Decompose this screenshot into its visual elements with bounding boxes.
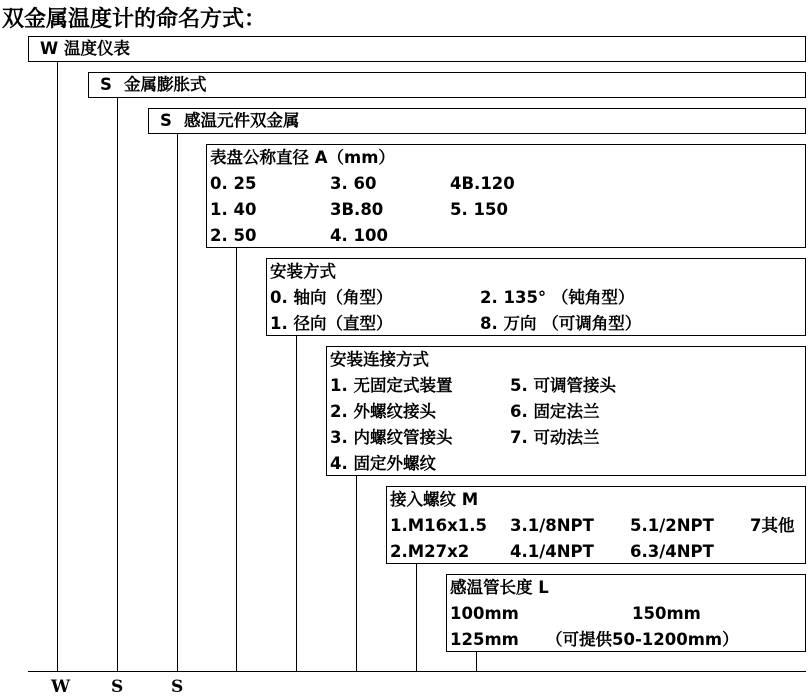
mount-heading: 安装方式	[270, 262, 336, 281]
dial-option: 0. 25	[210, 174, 257, 193]
connector-line-5	[296, 336, 297, 672]
connector-line-6	[356, 476, 357, 672]
connection-heading: 安装连接方式	[330, 350, 429, 369]
level1-box	[28, 36, 806, 62]
length-option: （可提供50-1200mm）	[546, 630, 739, 649]
mount-option: 1. 径向（直型）	[270, 314, 393, 333]
thread-option: 1.M16x1.5	[390, 516, 488, 535]
length-option: 125mm	[450, 630, 519, 649]
dial-option: 3B.80	[330, 200, 384, 219]
dial-option: 3. 60	[330, 174, 377, 193]
mount-option: 0. 轴向（角型）	[270, 288, 393, 307]
thread-option: 5.1/2NPT	[630, 516, 714, 535]
mount-option: 2. 135° （钝角型）	[480, 288, 635, 307]
connector-line-7	[416, 564, 417, 672]
connector-line-4	[236, 248, 237, 672]
level2-code: S	[100, 75, 112, 94]
connection-option: 6. 固定法兰	[510, 402, 600, 421]
level3-code: S	[160, 111, 172, 130]
thread-option: 4.1/4NPT	[510, 542, 594, 561]
level3-label: 感温元件双金属	[184, 111, 300, 130]
dial-option: 4B.120	[450, 174, 515, 193]
dial-option: 5. 150	[450, 200, 508, 219]
page-title: 双金属温度计的命名方式：	[2, 6, 267, 32]
dial-option: 1. 40	[210, 200, 257, 219]
thread-option: 7其他	[750, 516, 795, 535]
bottom-label-s2: S	[171, 677, 184, 697]
bottom-label-s1: S	[111, 677, 124, 697]
bottom-label-w: W	[51, 677, 71, 697]
connector-line-1	[57, 62, 58, 672]
level2-label: 金属膨胀式	[124, 75, 207, 94]
thread-option: 3.1/8NPT	[510, 516, 594, 535]
baseline	[28, 671, 806, 672]
thread-option: 2.M27x2	[390, 542, 470, 561]
connection-option: 2. 外螺纹接头	[330, 402, 436, 421]
thread-option: 6.3/4NPT	[630, 542, 714, 561]
connector-line-2	[117, 98, 118, 672]
connector-line-8	[476, 652, 477, 672]
dial-option: 2. 50	[210, 226, 257, 245]
length-heading: 感温管长度 L	[450, 578, 549, 597]
connection-option: 5. 可调管接头	[510, 376, 616, 395]
dial-heading: 表盘公称直径 A（mm）	[210, 148, 395, 167]
connection-option: 4. 固定外螺纹	[330, 454, 436, 473]
connector-line-3	[177, 134, 178, 672]
level1-code: W	[40, 39, 59, 58]
dial-option: 4. 100	[330, 226, 388, 245]
mount-option: 8. 万向 （可调角型）	[480, 314, 642, 333]
connection-option: 3. 内螺纹管接头	[330, 428, 453, 447]
connection-option: 1. 无固定式装置	[330, 376, 453, 395]
length-option: 150mm	[632, 604, 701, 623]
thread-heading: 接入螺纹 M	[390, 490, 479, 509]
level1-label: 温度仪表	[64, 39, 130, 58]
connection-option: 7. 可动法兰	[510, 428, 600, 447]
length-option: 100mm	[450, 604, 519, 623]
